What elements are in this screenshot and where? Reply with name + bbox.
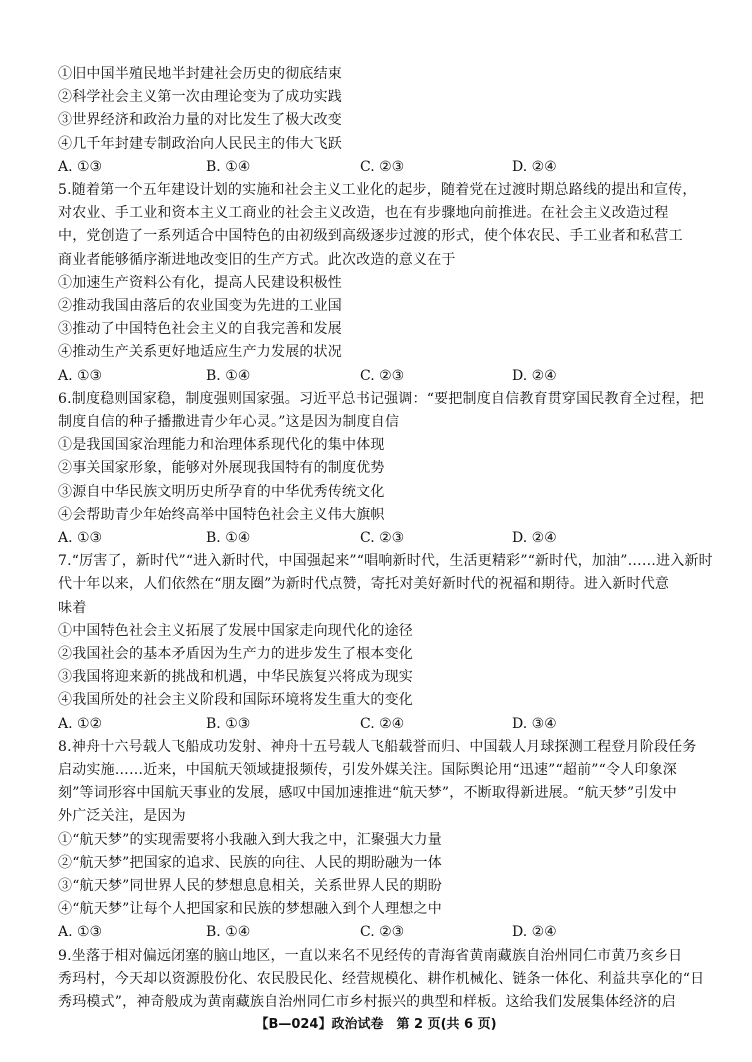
text-line: ②事关国家形象，能够对外展现我国特有的制度优势 xyxy=(58,460,385,477)
option-B: B. ①③ xyxy=(206,715,251,732)
text-line: ①中国特色社会主义拓展了发展中国家走向现代化的途径 xyxy=(58,622,413,639)
text-line: ④“航天梦”让每个人把国家和民族的梦想融入到个人理想之中 xyxy=(58,901,442,918)
text-line: 制度自信的种子播撒进青少年心灵。”这是因为制度自信 xyxy=(58,414,400,430)
option-B: B. ①④ xyxy=(206,158,251,175)
text-line: ①旧中国半殖民地半封建社会历史的彻底结束 xyxy=(58,66,342,82)
option-B: B. ①④ xyxy=(206,924,251,941)
text-line: 秀玛村，今天却以资源股份化、农民股民化、经营规模化、耕作机械化、链条一体化、利益共享化的“日 xyxy=(58,970,705,987)
option-D: D. ②④ xyxy=(512,530,557,546)
text-line: 7.“厉害了，新时代”“进入新时代，中国强起来”“唱响新时代，生活更精彩”“新时代，加油”……进入新时 xyxy=(58,553,713,570)
option-D: D. ②④ xyxy=(512,924,557,941)
text-line: 商业者能够循序渐进地改变旧的生产方式。此次改造的意义在于 xyxy=(58,251,456,268)
answer-options xyxy=(58,528,723,548)
answer-options xyxy=(58,366,723,386)
option-B: B. ①④ xyxy=(206,367,251,384)
option-A: A. ①③ xyxy=(58,367,103,384)
text-line: 5.随着第一个五年建设计划的实施和社会主义工业化的起步，随着党在过渡时期总路线的提出和宣传， xyxy=(58,182,697,198)
text-line: ①是我国国家治理能力和治理体系现代化的集中体现 xyxy=(58,437,385,454)
text-line: ③世界经济和政治力量的对比发生了极大改变 xyxy=(58,112,342,129)
text-line: ①“航天梦”的实现需要将小我融入到大我之中，汇聚强大力量 xyxy=(58,831,442,848)
text-line: ②我国社会的基本矛盾因为生产力的进步发生了根本变化 xyxy=(58,646,413,662)
answer-options xyxy=(58,922,723,942)
text-line: ④我国所处的社会主义阶段和国际环境将发生重大的变化 xyxy=(58,692,413,709)
text-line: ①加速生产资料公有化，提高人民建设积极性 xyxy=(58,274,342,291)
text-line: 6.制度稳则国家稳，制度强则国家强。习近平总书记强调：“要把制度自信教育贯穿国民教育全过程，把 xyxy=(58,390,704,407)
text-line: 对农业、手工业和资本主义工商业的社会主义改造，也在有步骤地向前推进。在社会主义改造过程 xyxy=(58,205,669,222)
text-line: 秀玛模式”，神奇般成为黄南藏族自治州同仁市乡村振兴的典型和样板。这给我们发展集体经济的启 xyxy=(58,994,676,1010)
option-A: A. ①③ xyxy=(58,530,103,546)
option-B: B. ①④ xyxy=(206,530,251,546)
text-line: 外广泛关注，是因为 xyxy=(58,808,186,825)
option-C: C. ②③ xyxy=(360,367,405,384)
text-line: ③我国将迎来新的挑战和机遇，中华民族复兴将成为现实 xyxy=(58,669,413,686)
option-A: A. ①② xyxy=(58,715,103,732)
option-D: D. ②④ xyxy=(512,158,557,175)
text-line: ②科学社会主义第一次由理论变为了成功实践 xyxy=(58,89,342,106)
option-D: D. ②④ xyxy=(512,367,557,384)
text-line: 中，党创造了一系列适合中国特色的由初级到高级逐步过渡的形式，使个体农民、手工业者和私营工 xyxy=(58,228,683,245)
option-C: C. ②④ xyxy=(360,715,405,732)
option-C: C. ②③ xyxy=(360,924,405,941)
text-line: 味着 xyxy=(58,599,87,616)
text-line: ②推动我国由落后的农业国变为先进的工业国 xyxy=(58,298,342,314)
page-footer: 【B—024】政治试卷 第 2 页(共 6 页) xyxy=(255,1017,497,1032)
text-line: ③源自中华民族文明历史所孕育的中华优秀传统文化 xyxy=(58,483,385,500)
option-A: A. ①③ xyxy=(58,924,103,941)
text-line: 8.神舟十六号载人飞船成功发射、神舟十五号载人飞船载誉而归、中国载人月球探测工程登月阶段任务 xyxy=(58,738,697,755)
answer-options xyxy=(58,157,723,177)
text-line: 代十年以来，人们依然在“朋友圈”为新时代点赞，寄托对美好新时代的祝福和期待。进入新时代意 xyxy=(58,576,670,593)
text-line: ③推动了中国特色社会主义的自我完善和发展 xyxy=(58,321,342,338)
text-line: 9.坐落于相对偏远闭塞的脑山地区，一直以来名不见经传的青海省黄南藏族自治州同仁市黄乃亥乡日 xyxy=(58,947,683,964)
answer-options xyxy=(58,714,723,734)
option-D: D. ③④ xyxy=(512,715,557,732)
option-A: A. ①③ xyxy=(58,158,103,175)
text-line: ④会帮助青少年始终高举中国特色社会主义伟大旗帜 xyxy=(58,506,385,523)
text-line: ④推动生产关系更好地适应生产力发展的状况 xyxy=(58,344,342,361)
text-line: ②“航天梦”把国家的追求、民族的向往、人民的期盼融为一体 xyxy=(58,854,442,871)
option-C: C. ②③ xyxy=(360,158,405,175)
text-line: 刻”等词形容中国航天事业的发展，感叹中国加速推进“航天梦”，不断取得新进展。“航天梦”引发中 xyxy=(58,785,677,802)
option-C: C. ②③ xyxy=(360,530,405,546)
text-line: 启动实施……近来，中国航天领域捷报频传，引发外媒关注。国际舆论用“迅速”“超前”“令人印象深 xyxy=(58,762,677,778)
text-line: ③“航天梦”同世界人民的梦想息息相关，关系世界人民的期盼 xyxy=(58,878,442,894)
text-line: ④几千年封建专制政治向人民民主的伟大飞跃 xyxy=(58,135,342,152)
